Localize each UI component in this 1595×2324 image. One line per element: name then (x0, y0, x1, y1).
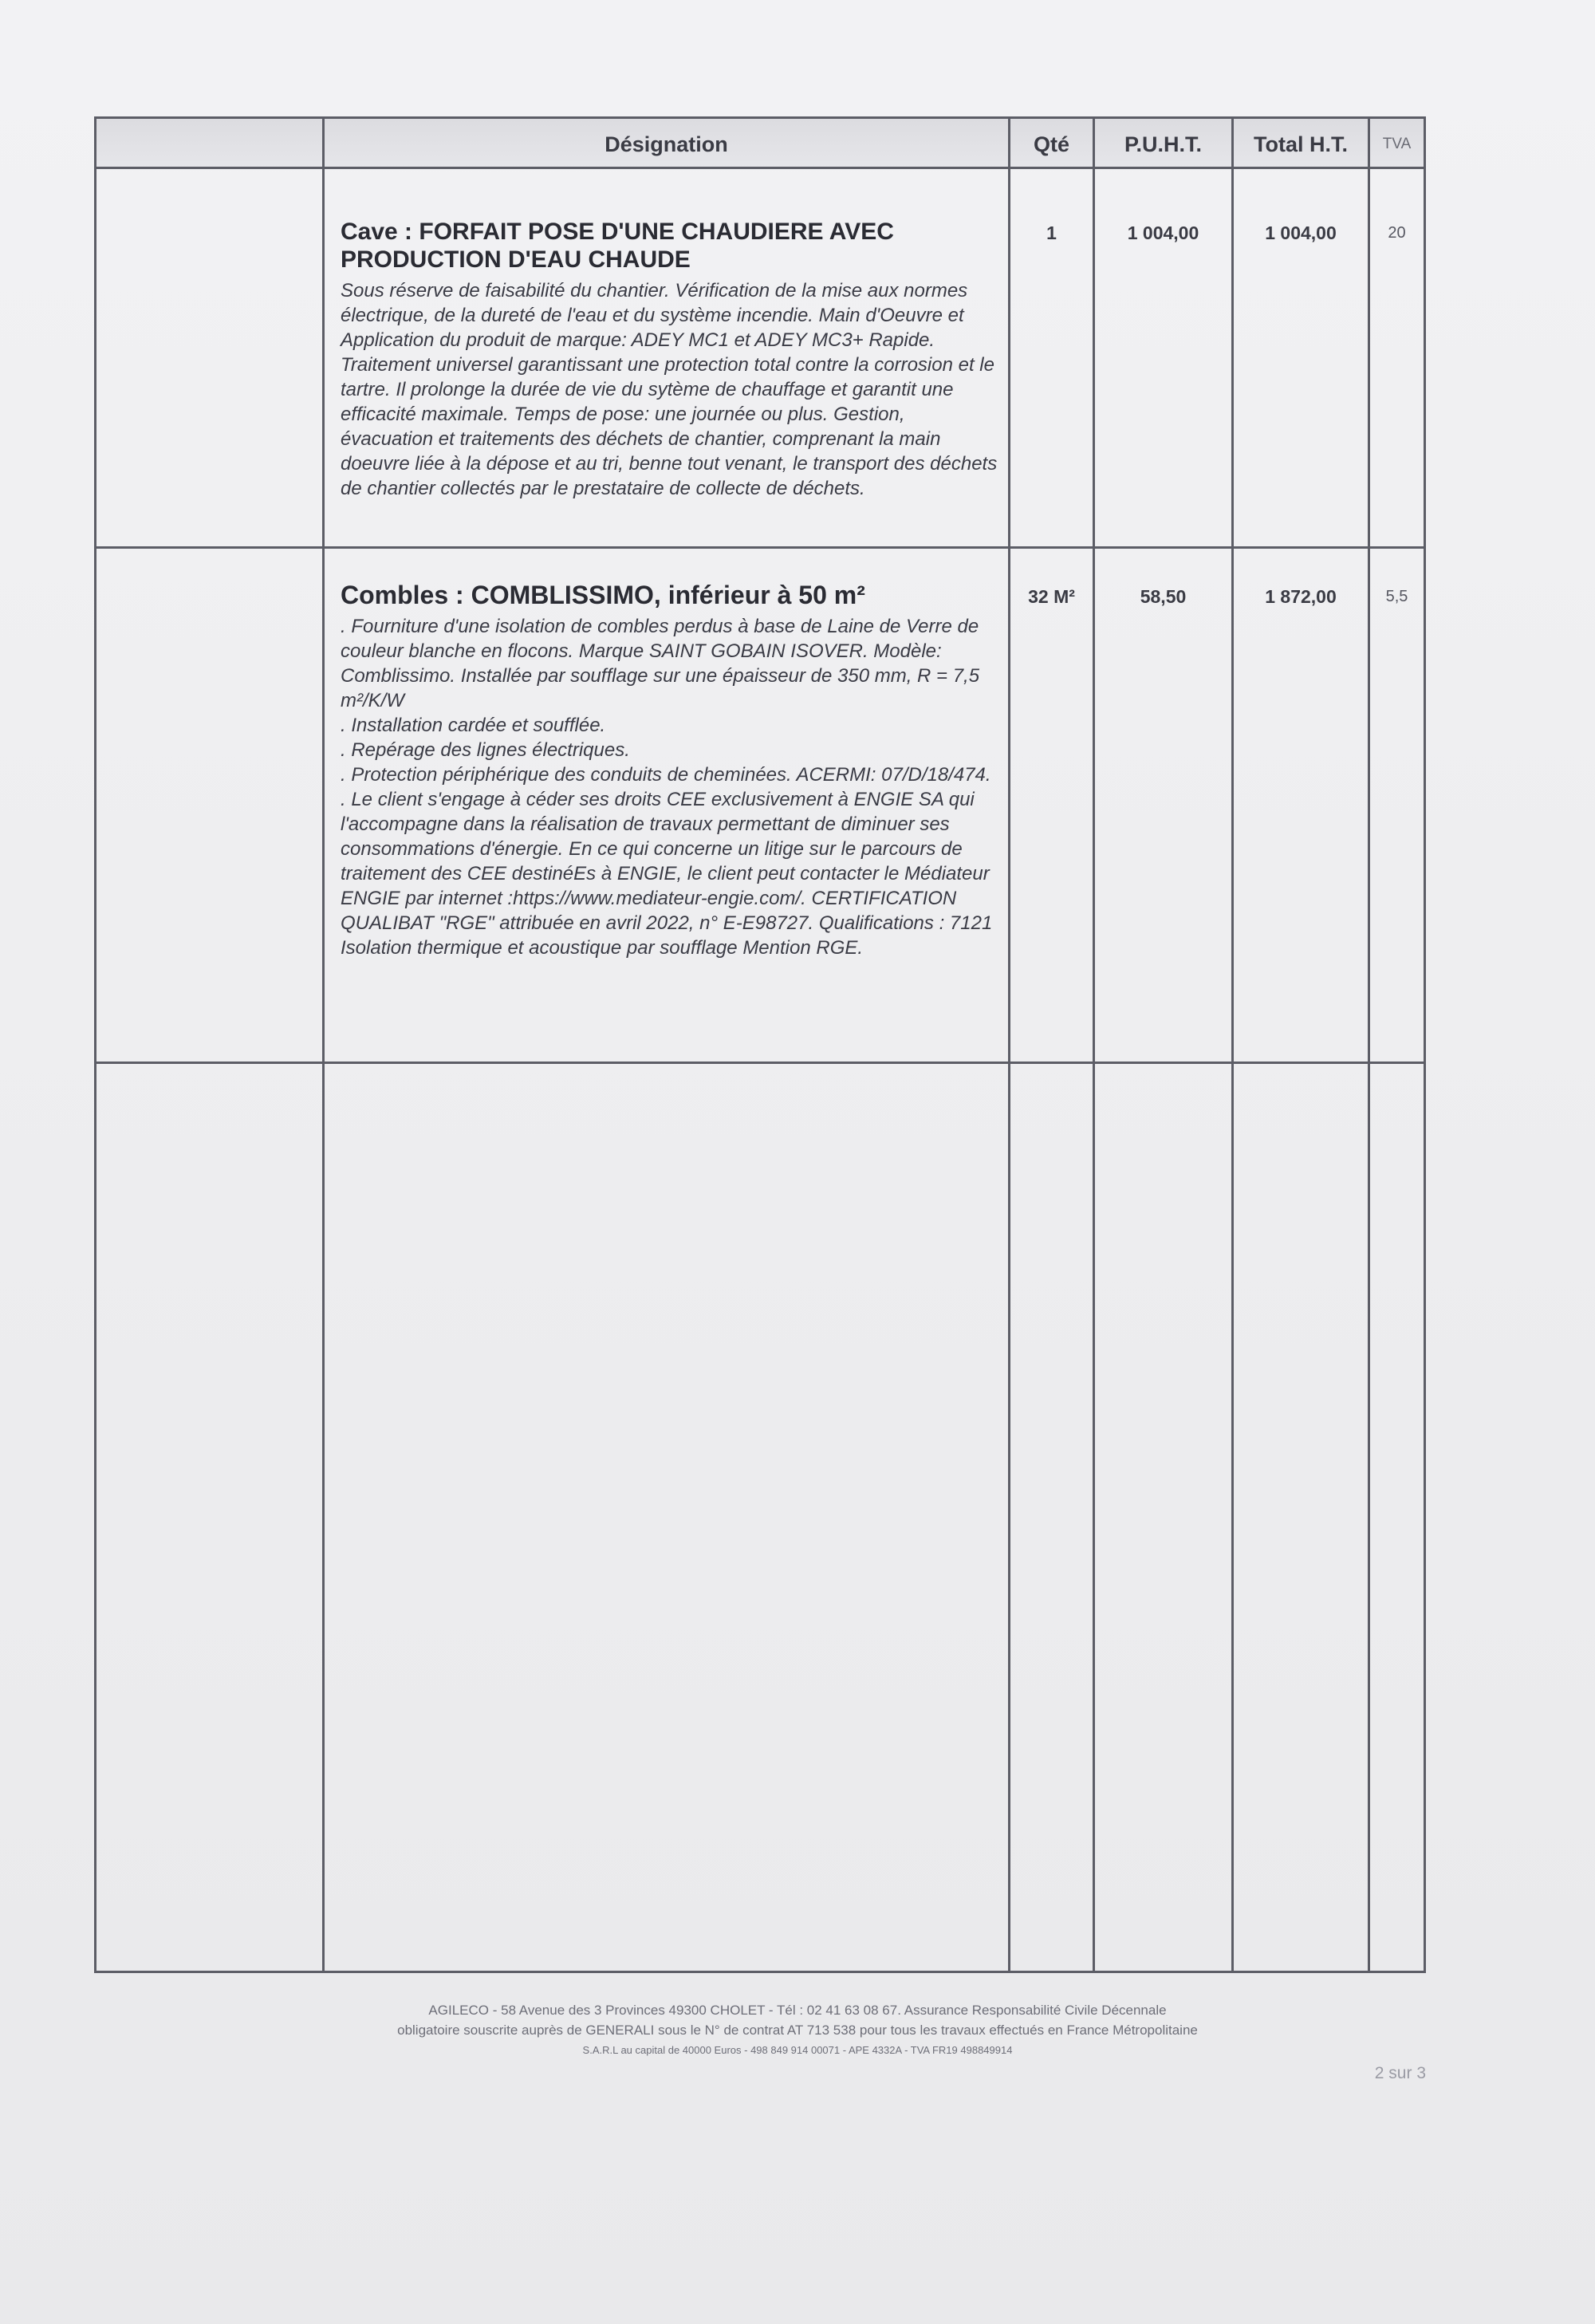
item-title: Combles : COMBLISSIMO, inférieur à 50 m² (341, 581, 865, 609)
header-divider (96, 167, 1424, 169)
item-description: Sous réserve de faisabilité du chantier. Vérification de la mise aux normes électrique, de la dureté de l'eau et du système incendie. Main d'Oeuvre et Application du produit de marque: ADEY MC1 et ADEY MC3+ Rapide. Traitement universel garantissant une protection total contre la corrosion et le tartre. Il prolonge la durée de vie du sytème de chauffage et garantit une efficacité maximale. Temps de pose: une journée ou plus. Gestion, évacuation et traitements des déchets de chantier, comprenant la main doeuvre liée à la dépose et au tri, benne tout venant, le transport des déchets de chantier collectés par le prestataire de collecte de déchets. (341, 280, 998, 499)
header-total: Total H.T. (1254, 132, 1348, 156)
footer-line: obligatoire souscrite auprès de GENERALI sous le N° de contrat AT 713 538 pour tous les travaux effectués en France Métropolitaine (397, 2023, 1198, 2038)
item-total: 1 004,00 (1265, 223, 1337, 243)
quote-table (94, 116, 1426, 1973)
column-divider (1368, 119, 1370, 1971)
item-title: Cave : FORFAIT POSE D'UNE CHAUDIERE AVEC PRODUCTION D'EAU CHAUDE (341, 219, 894, 273)
item-unit-price: 1 004,00 (1127, 223, 1199, 243)
column-divider (1231, 119, 1234, 1971)
footer-line: S.A.R.L au capital de 40000 Euros - 498 849 914 00071 - APE 4332A - TVA FR19 498849914 (582, 2044, 1013, 2056)
item-total: 1 872,00 (1265, 586, 1337, 607)
table-row (341, 581, 1002, 960)
column-divider (322, 119, 325, 1971)
page-number: 2 sur 3 (1374, 2064, 1426, 2082)
header-tva: TVA (1382, 136, 1412, 152)
item-tva: 20 (1388, 224, 1406, 242)
footer-line: AGILECO - 58 Avenue des 3 Provinces 49300 CHOLET - Tél : 02 41 63 08 67. Assurance Responsabilité Civile Décennale (428, 2003, 1167, 2018)
table-row (341, 218, 1002, 501)
item-unit-price: 58,50 (1140, 586, 1187, 607)
column-divider (1008, 119, 1010, 1971)
item-qty: 32 M² (1028, 586, 1075, 607)
row-divider (96, 546, 1424, 549)
item-tva: 5,5 (1385, 588, 1408, 605)
header-designation: Désignation (605, 132, 728, 156)
column-divider (1093, 119, 1095, 1971)
header-qty: Qté (1033, 132, 1069, 156)
item-qty: 1 (1046, 223, 1057, 243)
row-divider (96, 1062, 1424, 1064)
header-unit-price: P.U.H.T. (1124, 132, 1203, 156)
item-description: . Fourniture d'une isolation de combles perdus à base de Laine de Verre de couleur blanche en flocons. Marque SAINT GOBAIN ISOVER. Modèle: Comblissimo. Installée par soufflage sur une épaisseur de 350 mm, R = 7,5 m²/K/W . Installation cardée et soufflée. . Repérage des lignes électriques. . Protection périphérique des conduits de cheminées. ACERMI: 07/D/18/474. . Le client s'engage à céder ses droits CEE exclusivement à ENGIE SA qui l'accompagne dans la réalisation de travaux permettant de diminuer ses consommations d'énergie. En ce qui concerne un litige sur le parcours de traitement des CEE destinéEs à ENGIE, le client peut contacter le Médiateur ENGIE par internet :https://www.mediateur-engie.com/. CERTIFICATION QUALIBAT "RGE" attribuée en avril 2022, n° E-E98727. Qualifications : 7121 Isolation thermique et acoustique par soufflage Mention RGE. (341, 616, 993, 959)
company-footer (160, 2000, 1436, 2060)
